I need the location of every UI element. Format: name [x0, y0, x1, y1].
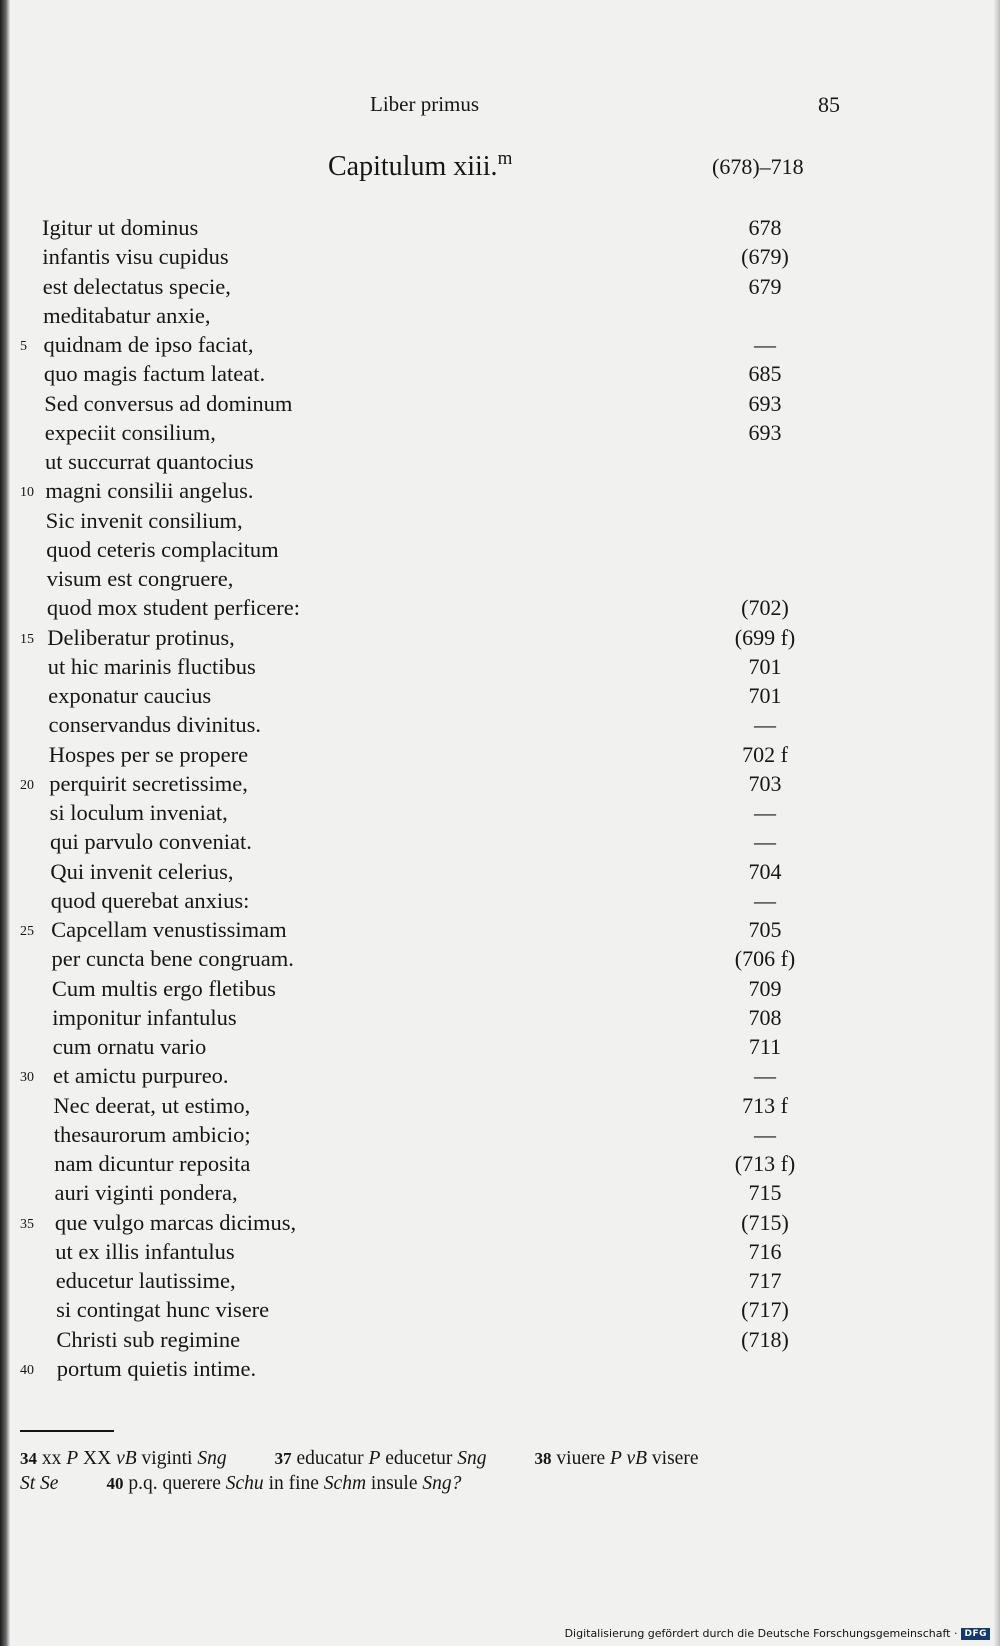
apparatus-reading: viuere: [556, 1448, 606, 1469]
verse-line: [0, 974, 1000, 1003]
verse-reference: (706 f): [734, 946, 796, 972]
verse-reference: 701: [748, 653, 782, 679]
verse-reference: 679: [748, 273, 782, 299]
verse-reference: 709: [748, 975, 782, 1001]
verse-reference: 704: [748, 858, 782, 884]
verse-text: portum quietis intime.: [56, 1355, 257, 1381]
verse-text: cum ornatu vario: [52, 1034, 207, 1059]
verse-text: conservandus divinitus.: [48, 712, 261, 738]
verse-text: exponatur caucius: [48, 683, 212, 708]
verse-text: quod mox student perficere:: [46, 595, 300, 621]
verse-reference: (713 f): [734, 1151, 796, 1176]
verse-line: [0, 1325, 1000, 1354]
verse-text: per cuncta bene congruam.: [51, 946, 294, 972]
verse-text: Deliberatur protinus,: [47, 624, 235, 650]
line-number: 5: [20, 339, 27, 354]
verse-text: meditabatur anxie,: [43, 302, 211, 328]
verse-line: [0, 1178, 1000, 1207]
apparatus-siglum: Schu: [225, 1473, 264, 1494]
verse-line: [0, 681, 1000, 710]
verse-reference: 693: [748, 419, 782, 445]
verse-line: [0, 476, 1000, 505]
apparatus-line-2: [20, 1471, 870, 1496]
verse-text: infantis visu cupidus: [42, 244, 229, 270]
verse-line: [0, 915, 1000, 944]
verse-line: [0, 1091, 1000, 1120]
verse-text: Cum multis ergo fletibus: [51, 975, 276, 1001]
verse-text: expeciit consilium,: [44, 419, 216, 445]
apparatus-siglum: Sng?: [422, 1473, 462, 1494]
apparatus-reading: visere: [651, 1448, 699, 1469]
verse-line: [0, 1295, 1000, 1324]
verse-text: imponitur infantulus: [52, 1004, 237, 1030]
verse-line: [0, 1003, 1000, 1032]
verse-reference: (715): [741, 1209, 789, 1235]
verse-line: [0, 389, 1000, 418]
verse-line: [0, 447, 1000, 476]
verse-reference: —: [754, 887, 776, 913]
verse-line: [0, 740, 1000, 769]
verse-text: Christi sub regimine: [56, 1326, 241, 1352]
verse-text: qui parvulo conveniat.: [50, 829, 252, 855]
verse-line: [0, 652, 1000, 681]
line-number: 40: [20, 1362, 34, 1378]
verse-line: [0, 1120, 1000, 1149]
chapter-title-note: m: [497, 148, 513, 169]
apparatus-reading: xx: [41, 1448, 62, 1469]
verse-text: Capcellam venustissimam: [51, 917, 287, 942]
verse-text: quo magis factum lateat.: [43, 361, 266, 387]
verse-reference: 693: [748, 390, 782, 416]
verse-text: perquirit secretissime,: [49, 770, 248, 796]
verse-reference: 715: [748, 1180, 782, 1206]
apparatus-siglum: Schm: [323, 1473, 367, 1494]
verse-line: [0, 1237, 1000, 1266]
verse-text: que vulgo marcas dicimus,: [54, 1209, 297, 1235]
apparatus-reading: educetur: [385, 1448, 453, 1469]
verse-reference: 702 f: [742, 741, 788, 767]
verse-text: auri viginti pondera,: [54, 1180, 238, 1206]
verse-reference: 701: [748, 683, 782, 708]
verse-line: [0, 857, 1000, 886]
verse-line: [0, 944, 1000, 973]
footnote-rule: [20, 1430, 114, 1432]
chapter-title-text: Capitulum xiii.: [328, 151, 498, 182]
line-number: 15: [20, 631, 34, 647]
apparatus-siglum: St Se: [20, 1473, 59, 1494]
verse-text: visum est congruere,: [46, 566, 234, 591]
verse-reference: 711: [748, 1034, 782, 1059]
verse-line: [0, 1032, 1000, 1061]
verse-line: [0, 1354, 1000, 1383]
verse-text: Igitur ut dominus: [42, 215, 199, 240]
verse-text: thesaurorum ambicio;: [53, 1121, 251, 1147]
line-number: 35: [20, 1216, 34, 1232]
verse-line: [0, 301, 1000, 330]
verse-line: [0, 535, 1000, 564]
verse-reference: —: [754, 1063, 776, 1089]
verse-text: ut succurrat quantocius: [45, 449, 254, 474]
verse-text: Nec deerat, ut estimo,: [53, 1092, 251, 1118]
apparatus-note-number: 37: [274, 1449, 292, 1468]
verse-line: [0, 330, 1000, 359]
chapter-range: (678)–718: [712, 154, 804, 179]
apparatus-reading: viginti: [141, 1448, 193, 1469]
verse-reference: (718): [741, 1326, 789, 1352]
verse-text: quod querebat anxius:: [50, 887, 250, 913]
chapter-title: [328, 148, 512, 183]
verse-list: [0, 213, 1000, 1383]
apparatus-siglum: Sng: [457, 1448, 487, 1469]
verse-reference: —: [754, 332, 776, 357]
page-number: 85: [818, 92, 840, 117]
line-number: 30: [20, 1070, 34, 1086]
apparatus-line-1: [20, 1446, 870, 1471]
verse-text: Sed conversus ad dominum: [44, 390, 293, 416]
dfg-logo: DFG: [961, 1628, 990, 1640]
verse-line: [0, 564, 1000, 593]
verse-line: [0, 798, 1000, 827]
verse-reference: (679): [741, 244, 789, 270]
verse-text: educetur lautissime,: [55, 1268, 236, 1293]
apparatus-reading: insule: [370, 1473, 418, 1494]
apparatus-siglum: vB: [116, 1448, 137, 1469]
verse-line: [0, 506, 1000, 535]
verse-line: [0, 886, 1000, 915]
verse-line: [0, 1061, 1000, 1090]
verse-line: [0, 593, 1000, 622]
verse-reference: —: [754, 712, 776, 738]
verse-line: [0, 1149, 1000, 1178]
apparatus-siglum: Sng: [197, 1448, 227, 1469]
verse-reference: 678: [748, 215, 782, 240]
verse-text: magni consilii angelus.: [45, 478, 254, 504]
verse-text: si loculum inveniat,: [49, 800, 228, 825]
apparatus-reading: p.q. querere: [128, 1473, 221, 1494]
apparatus-reading: educatur: [296, 1448, 364, 1469]
apparatus-reading: in fine: [268, 1473, 319, 1494]
apparatus-siglum: P vB: [610, 1448, 648, 1469]
line-number: 25: [20, 924, 34, 939]
verse-reference: 705: [748, 917, 782, 942]
verse-text: et amictu purpureo.: [53, 1063, 229, 1089]
verse-line: [0, 359, 1000, 388]
verse-text: est delectatus specie,: [42, 273, 231, 299]
verse-text: quidnam de ipso faciat,: [43, 332, 254, 357]
credit-text: Digitalisierung gefördert durch die Deutsche Forschungsgemeinschaft ·: [564, 1627, 958, 1640]
verse-reference: —: [754, 829, 776, 855]
verse-reference: 717: [748, 1268, 782, 1293]
verse-text: quod ceteris complacitum: [46, 536, 279, 562]
verse-line: [0, 418, 1000, 447]
verse-text: nam dicuntur reposita: [54, 1151, 251, 1176]
verse-text: Hospes per se propere: [48, 741, 249, 767]
apparatus-siglum: P: [66, 1448, 79, 1469]
verse-reference: (699 f): [734, 624, 796, 650]
verse-text: Sic invenit consilium,: [45, 507, 243, 533]
verse-text: si contingat hunc visere: [56, 1297, 270, 1323]
apparatus-reading: XX: [83, 1448, 112, 1469]
line-number: 20: [20, 777, 34, 793]
verse-text: ut hic marinis fluctibus: [47, 653, 256, 679]
apparatus-note-number: 38: [534, 1449, 552, 1468]
verse-reference: 716: [748, 1238, 782, 1264]
running-head: Liber primus: [370, 92, 480, 116]
verse-reference: 685: [748, 361, 782, 387]
verse-line: [0, 1266, 1000, 1295]
verse-line: [0, 1208, 1000, 1237]
apparatus-note-number: 34: [20, 1449, 37, 1468]
verse-reference: 713 f: [742, 1092, 788, 1118]
verse-line: [0, 623, 1000, 652]
verse-line: [0, 272, 1000, 301]
verse-reference: —: [754, 800, 776, 825]
digitization-credit: [565, 1627, 990, 1640]
verse-reference: 703: [748, 770, 782, 796]
verse-reference: (702): [741, 595, 789, 621]
apparatus-siglum: P: [368, 1448, 381, 1469]
verse-reference: 708: [748, 1004, 782, 1030]
verse-line: [0, 769, 1000, 798]
verse-text: Qui invenit celerius,: [50, 858, 234, 884]
line-number: 10: [20, 485, 34, 501]
verse-line: [0, 213, 1000, 242]
apparatus-note-number: 40: [106, 1474, 124, 1493]
verse-line: [0, 827, 1000, 856]
critical-apparatus: [20, 1446, 870, 1496]
verse-text: ut ex illis infantulus: [55, 1238, 235, 1264]
verse-reference: —: [754, 1121, 776, 1147]
verse-reference: (717): [741, 1297, 789, 1323]
verse-line: [0, 710, 1000, 739]
verse-line: [0, 242, 1000, 271]
